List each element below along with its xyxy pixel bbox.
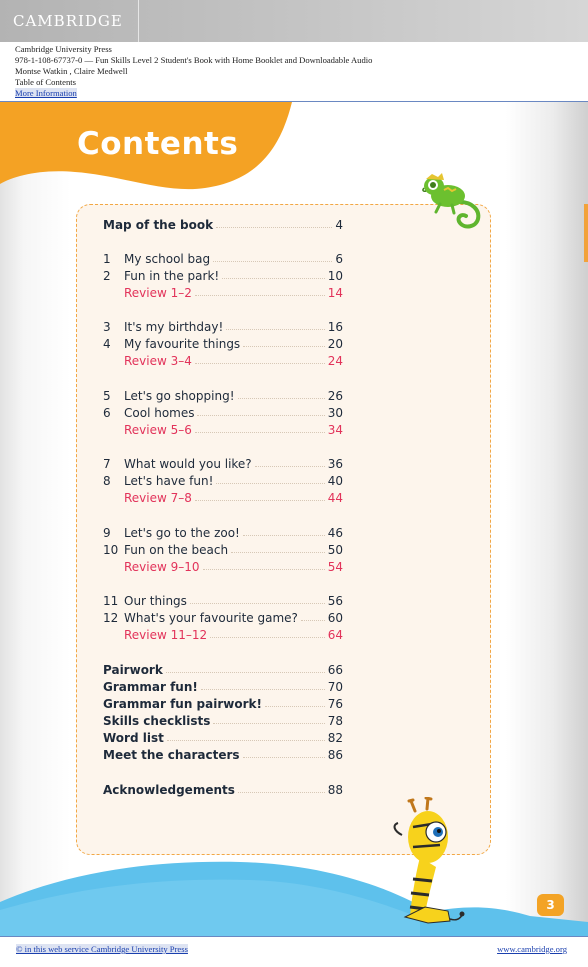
publisher-line: Cambridge University Press — [15, 44, 112, 54]
toc-unit-row — [103, 592, 343, 608]
toc-entry-title: Grammar fun! — [103, 680, 198, 694]
toc-unit-number: 11 — [103, 594, 119, 608]
toc-dot-leader — [226, 329, 324, 330]
toc-section-row — [103, 729, 343, 745]
toc-entry-title: Meet the characters — [103, 748, 240, 762]
toc-review-row — [103, 352, 343, 368]
toc-dot-leader — [238, 792, 325, 793]
toc-unit-number: 10 — [103, 543, 119, 557]
isbn-title-line: 978-1-108-67737-0 — Fun Skills Level 2 Student's Book with Home Booklet and Downloadable Audio — [15, 55, 373, 65]
toc-dot-leader — [167, 740, 325, 741]
toc-unit-row — [103, 541, 343, 557]
toc-entry-title: Pairwork — [103, 663, 163, 677]
toc-unit-row — [103, 267, 343, 283]
toc-dot-leader — [301, 620, 325, 621]
toc-unit-number: 5 — [103, 389, 111, 403]
toc-entry-title: Map of the book — [103, 218, 214, 232]
logo-box — [0, 0, 139, 42]
toc-entry-title: My favourite things — [124, 337, 241, 351]
toc-section-row — [103, 781, 343, 797]
toc-unit-row — [103, 335, 343, 351]
toc-entry-title: Skills checklists — [103, 714, 211, 728]
toc-dot-leader — [201, 689, 325, 690]
toc-section-row — [103, 661, 343, 677]
toc-dot-leader — [166, 672, 325, 673]
toc-dot-leader — [195, 363, 325, 364]
cambridge-logo[interactable]: CAMBRIDGE — [13, 12, 123, 30]
toc-page-number: 10 — [327, 269, 343, 283]
toc-entry-title: Review 1–2 — [124, 286, 192, 300]
toc-page-number: 70 — [327, 680, 343, 694]
toc-page-number: 26 — [327, 389, 343, 403]
toc-dot-leader — [231, 552, 325, 553]
toc-dot-leader — [195, 500, 325, 501]
toc-section-row — [103, 746, 343, 762]
toc-dot-leader — [216, 227, 332, 228]
footer — [0, 937, 588, 967]
toc-unit-number: 7 — [103, 457, 111, 471]
toc-page-number: 76 — [327, 697, 343, 711]
toc-entry-title: Review 5–6 — [124, 423, 192, 437]
book-metadata — [15, 44, 372, 99]
toc-page-number: 64 — [327, 628, 343, 642]
toc-page-number: 30 — [327, 406, 343, 420]
toc-dot-leader — [216, 483, 324, 484]
chameleon-icon — [420, 172, 485, 230]
toc-dot-leader — [222, 278, 325, 279]
toc-entry-title: Grammar fun pairwork! — [103, 697, 262, 711]
toc-page-number: 14 — [327, 286, 343, 300]
toc-page-number: 88 — [327, 783, 343, 797]
toc-unit-number: 8 — [103, 474, 111, 488]
toc-review-row — [103, 284, 343, 300]
toc-unit-row — [103, 250, 343, 266]
toc-entry-title: Fun in the park! — [124, 269, 220, 283]
toc-unit-row — [103, 318, 343, 334]
toc-entry-title: Acknowledgements — [103, 783, 235, 797]
toc-unit-number: 3 — [103, 320, 111, 334]
toc-unit-row — [103, 455, 343, 471]
toc-entry-title: Review 9–10 — [124, 560, 200, 574]
toc-page-number: 4 — [335, 218, 343, 232]
toc-page-number: 36 — [327, 457, 343, 471]
toc-entry-title: Word list — [103, 731, 164, 745]
toc-unit-row — [103, 609, 343, 625]
toc-section-row — [103, 678, 343, 694]
toc-dot-leader — [255, 466, 325, 467]
toc-dot-leader — [243, 346, 325, 347]
toc-page-number: 24 — [327, 354, 343, 368]
toc-page-number: 50 — [327, 543, 343, 557]
toc-unit-row — [103, 387, 343, 403]
toc-entry-title: It's my birthday! — [124, 320, 224, 334]
toc-entry-title: Review 7–8 — [124, 491, 192, 505]
toc-review-row — [103, 421, 343, 437]
toc-dot-leader — [195, 432, 325, 433]
toc-page-number: 60 — [327, 611, 343, 625]
toc-entry-title: Fun on the beach — [124, 543, 229, 557]
toc-page-number: 86 — [327, 748, 343, 762]
toc-dot-leader — [197, 415, 324, 416]
toc-entry-title: What's your favourite game? — [124, 611, 298, 625]
toc-unit-number: 4 — [103, 337, 111, 351]
cambridge-website-link[interactable]: www.cambridge.org — [497, 944, 567, 954]
page-edge-tab — [584, 204, 588, 262]
toc-dot-leader — [190, 603, 325, 604]
toc-unit-number: 1 — [103, 252, 111, 266]
toc-page-number: 78 — [327, 714, 343, 728]
section-line: Table of Contents — [15, 77, 76, 87]
toc-page-number: 44 — [327, 491, 343, 505]
toc-entry-title: What would you like? — [124, 457, 252, 471]
toc-dot-leader — [203, 569, 325, 570]
toc-dot-leader — [213, 723, 324, 724]
toc-page-number: 82 — [327, 731, 343, 745]
toc-dot-leader — [243, 535, 325, 536]
toc-unit-number: 12 — [103, 611, 119, 625]
toc-page-number: 66 — [327, 663, 343, 677]
copyright-link[interactable]: © in this web service Cambridge University Press — [16, 944, 188, 954]
toc-unit-number: 2 — [103, 269, 111, 283]
toc-page-number: 46 — [327, 526, 343, 540]
toc-unit-row — [103, 524, 343, 540]
toc-dot-leader — [265, 706, 325, 707]
toc-entry-title: Review 11–12 — [124, 628, 208, 642]
toc-page-number: 56 — [327, 594, 343, 608]
toc-review-row — [103, 489, 343, 505]
page-number-badge: 3 — [537, 894, 564, 916]
toc-entry-title: Let's go to the zoo! — [124, 526, 240, 540]
toc-entry-title: My school bag — [124, 252, 211, 266]
toc-entry-title: Let's have fun! — [124, 474, 214, 488]
toc-unit-number: 9 — [103, 526, 111, 540]
toc-entry-title: Review 3–4 — [124, 354, 192, 368]
toc-dot-leader — [213, 261, 332, 262]
toc-section-row — [103, 712, 343, 728]
toc-dot-leader — [195, 295, 325, 296]
toc-unit-row — [103, 404, 343, 420]
top-banner — [0, 0, 588, 42]
authors-line: Montse Watkin , Claire Medwell — [15, 66, 128, 76]
toc-page-number: 34 — [327, 423, 343, 437]
toc-dot-leader — [238, 398, 325, 399]
toc-page-number: 20 — [327, 337, 343, 351]
toc-unit-row — [103, 472, 343, 488]
page-title: Contents — [77, 126, 239, 162]
toc-section-row — [103, 216, 343, 232]
toc-entry-title: Our things — [124, 594, 187, 608]
toc-page-number: 54 — [327, 560, 343, 574]
toc-page-number: 40 — [327, 474, 343, 488]
toc-entry-title: Cool homes — [124, 406, 195, 420]
toc-dot-leader — [210, 637, 325, 638]
more-information-link[interactable]: More Information — [15, 88, 77, 98]
toc-entry-title: Let's go shopping! — [124, 389, 235, 403]
giraffe-illustration — [380, 797, 490, 932]
toc-review-row — [103, 558, 343, 574]
toc-review-row — [103, 626, 343, 642]
toc-unit-number: 6 — [103, 406, 111, 420]
toc-page-number: 16 — [327, 320, 343, 334]
toc-page-number: 6 — [335, 252, 343, 266]
blue-wave — [0, 832, 588, 936]
toc-dot-leader — [243, 757, 325, 758]
toc-section-row — [103, 695, 343, 711]
book-page — [0, 102, 588, 936]
